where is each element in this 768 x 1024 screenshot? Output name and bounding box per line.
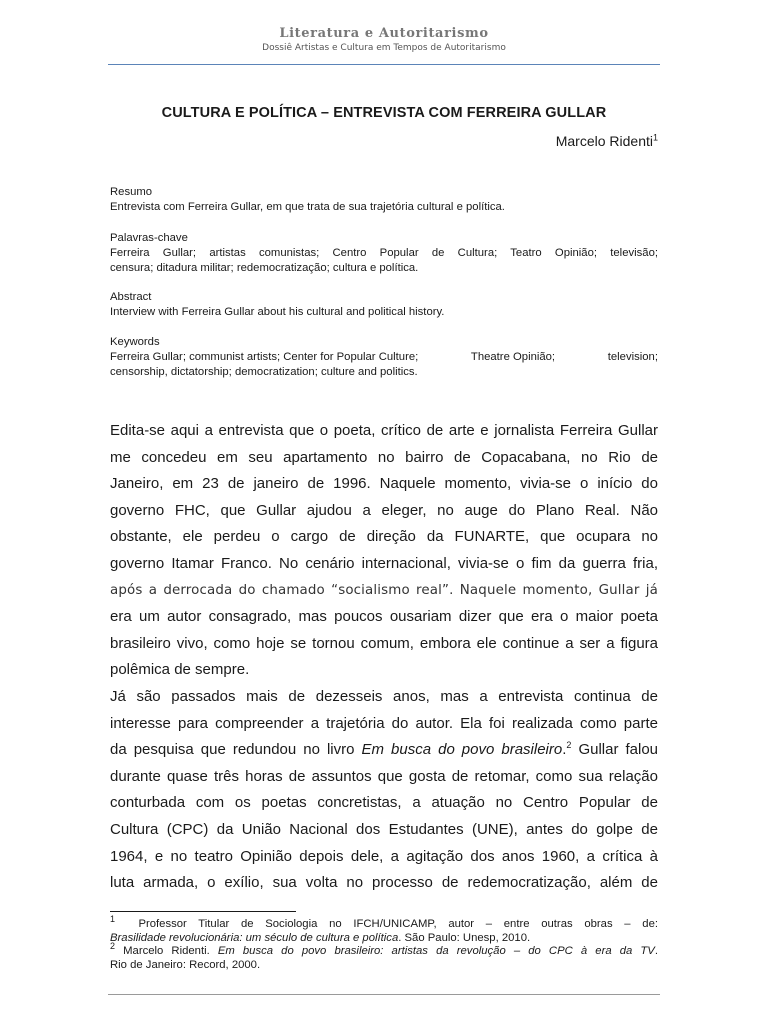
footnote-line: [110, 932, 658, 946]
body-line: Edita-se aqui a entrevista que o poeta, crítico de arte e jornalista Ferreira Gullar: [110, 422, 658, 439]
body-line: após a derrocada do chamado “socialismo real”. Naquele momento, Gullar já: [110, 582, 658, 598]
footnote-number: 1: [110, 914, 116, 925]
resumo-label: Resumo: [110, 186, 153, 198]
abstract-label: Abstract: [110, 291, 152, 303]
keywords-line: [110, 350, 658, 365]
body-line: interesse para compreender a trajetória do autor. Ela foi realizada como parte: [110, 714, 658, 732]
body-fragment: Gullar falou: [571, 741, 659, 759]
body-line: Já são passados mais de dezesseis anos, mas a entrevista continua de: [110, 687, 658, 705]
header-divider: [108, 64, 660, 65]
author-footnote-marker[interactable]: 1: [652, 132, 658, 143]
footnote-text: Professor Titular de Sociologia no IFCH/UNICAMP, autor – entre outras obras – de:: [138, 918, 658, 930]
article-body: [110, 418, 658, 897]
body-line: Cultura (CPC) da União Nacional dos Estudantes (UNE), antes do golpe de: [110, 820, 658, 838]
article-author: [108, 133, 658, 149]
body-line: durante quase três horas de assuntos que gosta de retomar, como sua relação: [110, 767, 658, 785]
resumo-text: Entrevista com Ferreira Gullar, em que trata de sua trajetória cultural e política.: [110, 201, 505, 213]
footnote-book-title: Em busca do povo brasileiro: artistas da revolução – do CPC à era da TV: [217, 945, 655, 958]
footnote-text: .: [654, 945, 658, 958]
footnote-text: . São Paulo: Unesp, 2010.: [398, 931, 531, 944]
body-line: obstante, ele perdeu o cargo de direção da FUNARTE, que ocupara no: [110, 528, 658, 546]
body-fragment: .: [562, 741, 567, 759]
body-line: me concedeu em seu apartamento no bairro de Copacabana, no Rio de: [110, 448, 658, 466]
body-line: luta armada, o exílio, sua volta no processo de redemocratização, além de: [110, 874, 658, 892]
palavras-chave-label: Palavras-chave: [110, 232, 188, 244]
keywords-section: [110, 335, 658, 380]
footnote-marker[interactable]: 2: [566, 740, 572, 751]
body-line: era um autor consagrado, mas poucos ousariam dizer que era o maior poeta: [110, 608, 658, 626]
body-line: governo FHC, que Gullar ajudou a eleger, no auge do Plano Real. Não: [110, 501, 658, 519]
footnotes: [110, 914, 658, 972]
footnote-line: [110, 941, 658, 959]
keywords-line: censorship, dictatorship; democratization; culture and politics.: [110, 366, 418, 378]
body-line: conturbada com os poetas concretistas, a atuação no Centro Popular de: [110, 794, 658, 812]
journal-subtitle: Dossiê Artistas e Cultura em Tempos de Autoritarismo: [262, 43, 506, 53]
keywords-fragment: Theatre Opinião;: [470, 351, 556, 363]
keywords-fragment: television;: [607, 351, 658, 363]
body-line: 1964, e no teatro Opinião depois dele, a agitação dos anos 1960, a crítica à: [110, 847, 658, 865]
article-title: CULTURA E POLÍTICA – ENTREVISTA COM FERREIRA GULLAR: [161, 105, 607, 121]
body-line: brasileiro vivo, como hoje se tornou comum, embora ele continue a ser a figura: [110, 634, 658, 652]
footnote-text: Marcelo Ridenti.: [115, 945, 218, 958]
resumo-section: [110, 185, 658, 215]
journal-title: Literatura e Autoritarismo: [279, 26, 489, 41]
footnote-line: [110, 914, 658, 932]
footnote-line: Rio de Janeiro: Record, 2000.: [110, 958, 261, 971]
body-line: [110, 737, 658, 764]
page-header: [0, 26, 768, 53]
footnote-book-title: Brasilidade revolucionária: um século de cultura e política: [110, 931, 399, 944]
page-bottom-divider: [108, 994, 660, 995]
abstract-section: [110, 290, 658, 320]
book-title-italic: Em busca do povo brasileiro: [361, 741, 563, 759]
palavras-chave-section: [110, 231, 658, 276]
body-line: Janeiro, em 23 de janeiro de 1996. Naquele momento, vivia-se o início do: [110, 475, 658, 493]
body-line: polêmica de sempre.: [110, 661, 250, 679]
body-line: governo Itamar Franco. No cenário internacional, vivia-se o fim da guerra fria,: [110, 554, 658, 572]
body-fragment: da pesquisa que redundou no livro: [110, 741, 355, 759]
keywords-fragment: Ferreira Gullar; communist artists; Center for Popular Culture;: [110, 351, 419, 363]
footnote-number: 2: [110, 941, 116, 952]
palavras-chave-line: censura; ditadura militar; redemocratização; cultura e política.: [110, 262, 419, 274]
keywords-label: Keywords: [110, 336, 160, 348]
abstract-text: Interview with Ferreira Gullar about his cultural and political history.: [110, 306, 445, 318]
author-name: Marcelo Ridenti: [555, 133, 653, 149]
footnote-divider: [110, 911, 296, 912]
palavras-chave-line: Ferreira Gullar; artistas comunistas; Centro Popular de Cultura; Teatro Opinião; televisão;: [110, 247, 658, 259]
